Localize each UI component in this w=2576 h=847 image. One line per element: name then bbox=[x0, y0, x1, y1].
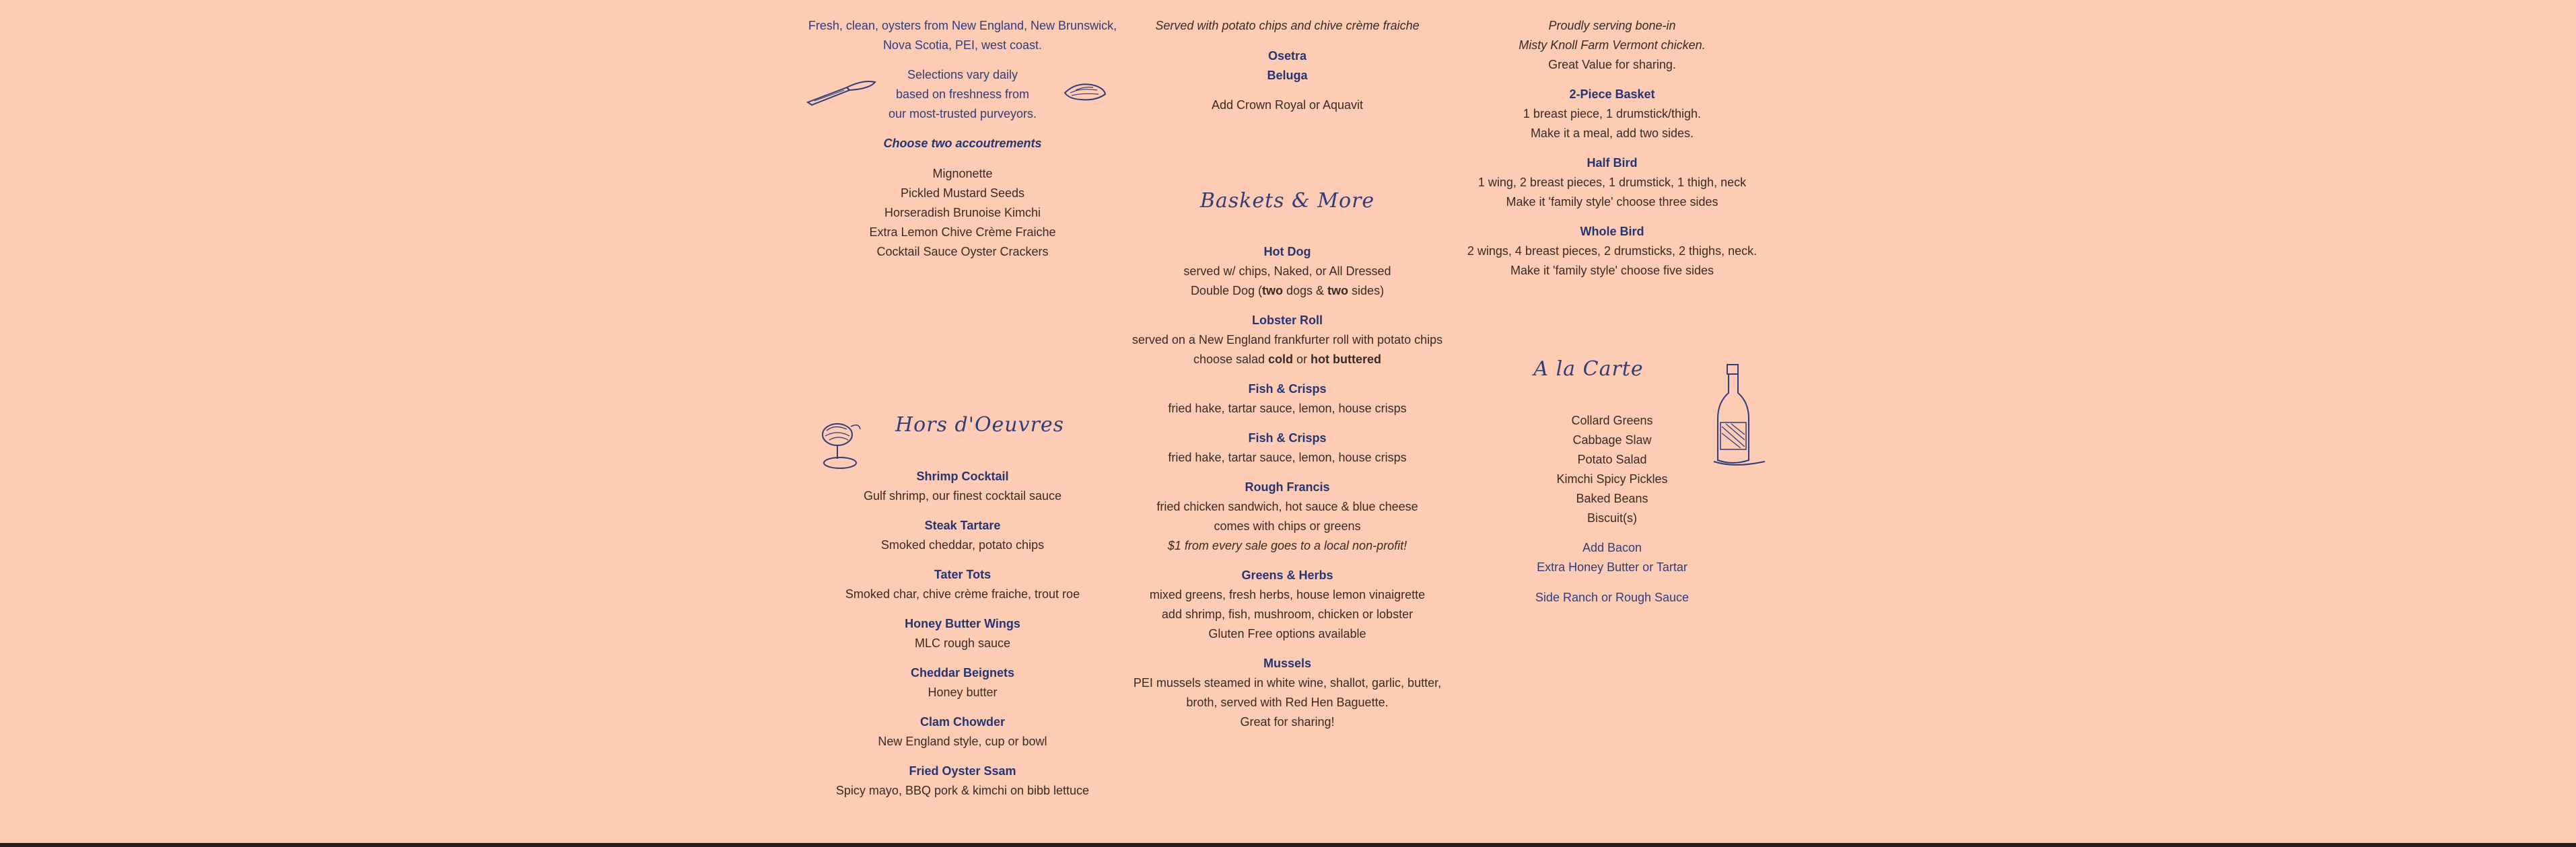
item-desc: Great for sharing! bbox=[1240, 715, 1335, 729]
menu-item bbox=[794, 565, 1131, 604]
text-run: choose salad bbox=[1193, 353, 1269, 366]
text-run: dogs & bbox=[1283, 284, 1328, 297]
oyster-desc-line: Nova Scotia, PEI, west coast. bbox=[882, 38, 1043, 52]
item-desc bbox=[1117, 281, 1457, 301]
chicken-list bbox=[1440, 85, 1784, 291]
menu-item bbox=[1440, 222, 1784, 281]
menu-item bbox=[794, 663, 1131, 702]
accoutrements-list bbox=[794, 164, 1131, 262]
accoutrement-item: Cocktail Sauce Oyster Crackers bbox=[876, 245, 1049, 258]
menu-item bbox=[1117, 379, 1457, 418]
caviar-item: Osetra bbox=[1267, 49, 1307, 63]
great-value: Great Value for sharing. bbox=[1548, 58, 1676, 71]
bold-text: two bbox=[1327, 284, 1349, 297]
menu-item bbox=[794, 516, 1131, 555]
oyster-desc-line: Fresh, clean, oysters from New England, New Brunswick, bbox=[808, 19, 1117, 32]
addon-item: Add Bacon bbox=[1582, 541, 1642, 554]
side-item: Cabbage Slaw bbox=[1572, 433, 1652, 447]
bold-text: cold bbox=[1268, 353, 1294, 366]
item-name: Half Bird bbox=[1587, 156, 1638, 170]
side-item: Biscuit(s) bbox=[1587, 511, 1637, 525]
menu-item bbox=[1440, 85, 1784, 143]
item-name: 2-Piece Basket bbox=[1569, 87, 1655, 101]
item-name: Mussels bbox=[1263, 657, 1312, 670]
side-sauce: Side Ranch or Rough Sauce bbox=[1535, 591, 1690, 604]
menu-item bbox=[794, 712, 1131, 751]
menu-item bbox=[794, 614, 1131, 653]
side-item: Baked Beans bbox=[1576, 492, 1648, 505]
item-desc: 2 wings, 4 breast pieces, 2 drumsticks, 2 thighs, neck. bbox=[1467, 244, 1757, 258]
caviar-add: Add Crown Royal or Aquavit bbox=[1211, 98, 1364, 112]
menu-item bbox=[1440, 153, 1784, 212]
shrimp-cocktail-icon bbox=[817, 418, 864, 471]
item-name: Rough Francis bbox=[1245, 480, 1330, 494]
item-name: Fish & Crisps bbox=[1248, 431, 1327, 445]
choose-accoutrements: Choose two accoutrements bbox=[883, 137, 1042, 150]
item-note: $1 from every sale goes to a local non-profit! bbox=[1167, 539, 1407, 552]
item-name: Honey Butter Wings bbox=[905, 617, 1020, 630]
a-la-carte-heading: A la Carte bbox=[1533, 357, 1644, 381]
item-desc bbox=[1117, 350, 1457, 369]
item-desc: fried hake, tartar sauce, lemon, house crisps bbox=[1168, 402, 1407, 415]
hot-sauce-bottle-icon bbox=[1707, 362, 1768, 470]
item-desc: New England style, cup or bowl bbox=[878, 735, 1047, 748]
item-desc: comes with chips or greens bbox=[1214, 519, 1361, 533]
bold-text: two bbox=[1262, 284, 1283, 297]
item-desc: PEI mussels steamed in white wine, shallot, garlic, butter, bbox=[1133, 676, 1442, 690]
menu-item bbox=[1117, 566, 1457, 644]
item-name: Tater Tots bbox=[934, 568, 991, 581]
oyster-knife-icon bbox=[805, 75, 878, 108]
item-name: Steak Tartare bbox=[924, 519, 1001, 532]
caviar-list bbox=[1117, 46, 1457, 85]
item-desc: Smoked char, chive crème fraiche, trout roe bbox=[845, 587, 1080, 601]
daily-note-line: our most-trusted purveyors. bbox=[888, 107, 1037, 120]
side-item: Collard Greens bbox=[1571, 414, 1653, 427]
item-desc: Make it 'family style' choose three sides bbox=[1506, 195, 1718, 209]
menu-item bbox=[1117, 478, 1457, 556]
oyster-shell-icon bbox=[1062, 81, 1108, 104]
item-desc: broth, served with Red Hen Baguette. bbox=[1186, 696, 1389, 709]
menu-item bbox=[1117, 242, 1457, 301]
bold-text: hot buttered bbox=[1311, 353, 1382, 366]
hors-doeuvres-heading: Hors d'Oeuvres bbox=[895, 413, 1065, 437]
item-desc: served w/ chips, Naked, or All Dressed bbox=[1183, 264, 1391, 278]
item-desc: Spicy mayo, BBQ pork & kimchi on bibb lettuce bbox=[835, 784, 1090, 797]
item-name: Hot Dog bbox=[1263, 245, 1311, 258]
item-desc: Honey butter bbox=[928, 686, 998, 699]
item-name: Shrimp Cocktail bbox=[916, 470, 1009, 483]
menu-item bbox=[1117, 429, 1457, 468]
addons-list bbox=[1440, 538, 1784, 577]
item-desc: fried hake, tartar sauce, lemon, house crisps bbox=[1168, 451, 1407, 464]
item-desc: 1 breast piece, 1 drumstick/thigh. bbox=[1523, 107, 1702, 120]
daily-note-line: based on freshness from bbox=[895, 87, 1030, 101]
item-desc: fried chicken sandwich, hot sauce & blue cheese bbox=[1156, 500, 1418, 513]
menu-item bbox=[1117, 311, 1457, 369]
hors-doeuvres-list bbox=[794, 467, 1131, 811]
menu-item bbox=[794, 467, 1131, 506]
item-name: Fried Oyster Ssam bbox=[909, 764, 1016, 778]
oyster-description bbox=[794, 16, 1131, 55]
footer-bar bbox=[0, 843, 2576, 847]
accoutrement-item: Horseradish Brunoise Kimchi bbox=[884, 206, 1041, 219]
text-run: sides) bbox=[1348, 284, 1385, 297]
side-item: Potato Salad bbox=[1577, 453, 1647, 466]
item-desc: served on a New England frankfurter roll with potato chips bbox=[1132, 333, 1443, 346]
side-item: Kimchi Spicy Pickles bbox=[1556, 472, 1668, 486]
item-name: Cheddar Beignets bbox=[910, 666, 1015, 679]
menu-item bbox=[1117, 654, 1457, 732]
item-desc: mixed greens, fresh herbs, house lemon vinaigrette bbox=[1149, 588, 1426, 601]
intro-line: Misty Knoll Farm Vermont chicken. bbox=[1519, 38, 1706, 52]
item-desc: Gluten Free options available bbox=[1208, 627, 1366, 640]
text-run: or bbox=[1293, 353, 1311, 366]
baskets-heading: Baskets & More bbox=[1199, 189, 1375, 213]
item-desc: Make it a meal, add two sides. bbox=[1530, 126, 1694, 140]
item-desc: Smoked cheddar, potato chips bbox=[880, 538, 1045, 552]
intro-line: Proudly serving bone-in bbox=[1548, 19, 1676, 32]
item-name: Greens & Herbs bbox=[1241, 568, 1333, 582]
item-name: Whole Bird bbox=[1580, 225, 1644, 238]
caviar-note: Served with potato chips and chive crème fraiche bbox=[1155, 19, 1420, 32]
caviar-item: Beluga bbox=[1267, 69, 1308, 82]
accoutrement-item: Pickled Mustard Seeds bbox=[900, 186, 1025, 200]
item-desc: MLC rough sauce bbox=[914, 636, 1011, 650]
item-name: Fish & Crisps bbox=[1248, 382, 1327, 396]
item-name: Clam Chowder bbox=[919, 715, 1006, 729]
accoutrement-item: Extra Lemon Chive Crème Fraiche bbox=[869, 225, 1056, 239]
item-desc: Gulf shrimp, our finest cocktail sauce bbox=[863, 489, 1062, 503]
addon-item: Extra Honey Butter or Tartar bbox=[1537, 560, 1687, 574]
menu-item bbox=[794, 762, 1131, 801]
chicken-intro bbox=[1440, 16, 1784, 75]
item-name: Lobster Roll bbox=[1251, 314, 1323, 327]
item-desc: 1 wing, 2 breast pieces, 1 drumstick, 1 thigh, neck bbox=[1477, 176, 1747, 189]
accoutrement-item: Mignonette bbox=[932, 167, 993, 180]
daily-note-line: Selections vary daily bbox=[907, 68, 1018, 81]
baskets-list bbox=[1117, 242, 1457, 742]
item-desc: add shrimp, fish, mushroom, chicken or lobster bbox=[1161, 607, 1414, 621]
item-desc: Make it 'family style' choose five sides bbox=[1510, 264, 1714, 277]
text-run: Double Dog ( bbox=[1190, 284, 1262, 297]
